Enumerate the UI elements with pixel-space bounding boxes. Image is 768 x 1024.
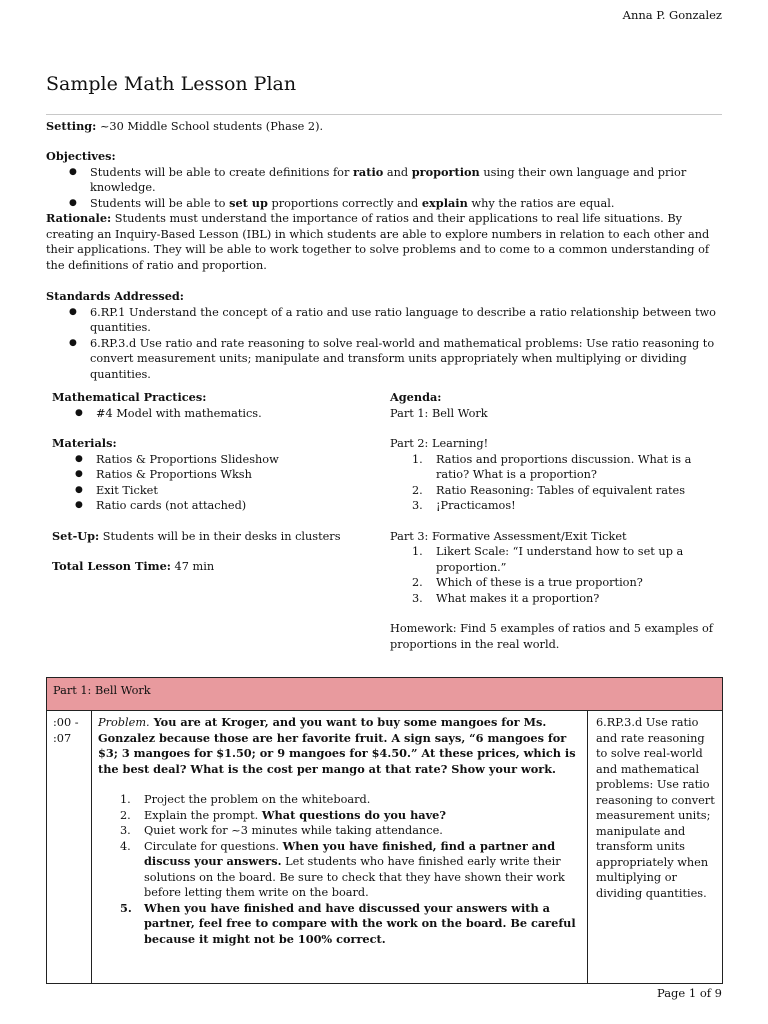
materials-list xyxy=(52,452,370,514)
materials-label: Materials: xyxy=(52,436,117,450)
standard-item: ● 6.RP.3.d Use ratio and rate reasoning to solve real-world and mathematical problems: Use ratio reasoning to convert measurement units; manipulate and transform units appropriately when multiplying or dividing quantities. xyxy=(46,336,722,383)
material-item: ● Ratios & Proportions Wksh xyxy=(52,467,370,483)
page-number: Page 1 of 9 xyxy=(656,986,722,1000)
material-item: ● Ratio cards (not attached) xyxy=(52,498,370,514)
standards-label: Standards Addressed: xyxy=(46,289,184,303)
left-column xyxy=(52,390,370,575)
list-item: 3. What makes it a proportion? xyxy=(390,591,720,607)
list-item: 1. Project the problem on the whiteboard. xyxy=(98,792,581,808)
practice-item: ● #4 Model with mathematics. xyxy=(52,406,370,422)
material-item: ● Ratios & Proportions Slideshow xyxy=(52,452,370,468)
title-divider xyxy=(46,114,722,115)
bell-work-table xyxy=(46,677,723,984)
standards-list xyxy=(46,305,722,383)
agenda-label: Agenda: xyxy=(390,390,442,404)
agenda-part2: Part 2: Learning! xyxy=(390,437,489,450)
objectives-section xyxy=(46,149,722,211)
material-item: ● Exit Ticket xyxy=(52,483,370,499)
agenda-part3: Part 3: Formative Assessment/Exit Ticket xyxy=(390,529,627,543)
problem-cell xyxy=(92,711,588,984)
rationale-section xyxy=(46,211,722,273)
homework-line: Homework: Find 5 examples of ratios and 5 examples of proportions in the real world. xyxy=(390,622,713,651)
standard-item: ● 6.RP.1 Understand the concept of a ratio and use ratio language to describe a ratio relationship between two quantities. xyxy=(46,305,722,336)
practices-label: Mathematical Practices: xyxy=(52,390,207,404)
lesson-time-line: Total Lesson Time: 47 min xyxy=(52,559,215,573)
list-item: 1. Likert Scale: “I understand how to set up a proportion.” xyxy=(390,544,720,575)
rationale-text: Students must understand the importance of ratios and their applications to real life situations. By creating an Inquiry-Based Lesson (IBL) in which students are able to explore numbers in relation to each other and their applications. They will be able to work together to solve problems and to come to a common understanding of the definitions of ratio and proportion. xyxy=(46,212,710,272)
objective-item: ● Students will be able to create definitions for ratio and proportion using their own language and prior knowledge. xyxy=(46,165,722,196)
author-name: Anna P. Gonzalez xyxy=(622,8,722,22)
agenda-part1: Part 1: Bell Work xyxy=(390,406,488,420)
agenda-part3-list xyxy=(390,544,720,606)
setting-section xyxy=(46,119,722,135)
list-item: 3. Quiet work for ~3 minutes while taking attendance. xyxy=(98,823,581,839)
list-item: 2. Explain the prompt. What questions do you have? xyxy=(98,808,581,824)
standard-cell: 6.RP.3.d Use ratio and rate reasoning to solve real-world and mathematical problems: Use ratio reasoning to convert measurement units; manipulate and transform units appropriately when multiplying or dividing quantities. xyxy=(588,711,723,984)
agenda-part2-list xyxy=(390,452,720,514)
practices-list xyxy=(52,406,370,422)
objectives-label: Objectives: xyxy=(46,149,116,163)
time-cell: :00 - :07 xyxy=(47,711,92,984)
agenda-column xyxy=(390,390,720,652)
objectives-list xyxy=(46,165,722,212)
rationale-label: Rationale: xyxy=(46,211,112,225)
list-item: 3. ¡Practicamos! xyxy=(390,498,720,514)
list-item: 2. Ratio Reasoning: Tables of equivalent rates xyxy=(390,483,720,499)
list-item: 1. Ratios and proportions discussion. What is a ratio? What is a proportion? xyxy=(390,452,720,483)
list-item: 4. Circulate for questions. When you have finished, find a partner and discuss your answers. Let students who have finished early write their solutions on the board. Be sure to check that they have shown their work before letting them write on the board. xyxy=(98,839,581,901)
setting-label: Setting: xyxy=(46,119,97,133)
problem-statement: Problem. You are at Kroger, and you want to buy some mangoes for Ms. Gonzalez because those are her favorite fruit. A sign says, “6 mangoes for $3; 3 mangoes for $1.50; or 9 mangoes for $4.50.” At these prices, which is the best deal? What is the cost per mango at that rate? Show your work. xyxy=(98,715,576,776)
standards-section xyxy=(46,289,722,382)
steps-list xyxy=(98,792,581,947)
page-title: Sample Math Lesson Plan xyxy=(46,73,297,95)
list-item: 2. Which of these is a true proportion? xyxy=(390,575,720,591)
setup-line: Set-Up: Students will be in their desks in clusters xyxy=(52,528,341,543)
objective-item: ● Students will be able to set up proportions correctly and explain why the ratios are equal. xyxy=(46,196,722,212)
setting-text: ~30 Middle School students (Phase 2). xyxy=(96,120,324,133)
list-item: 5. When you have finished and have discussed your answers with a partner, feel free to compare with the work on the board. Be careful because it might not be 100% correct. xyxy=(98,901,581,948)
bell-work-header: Part 1: Bell Work xyxy=(47,678,723,711)
